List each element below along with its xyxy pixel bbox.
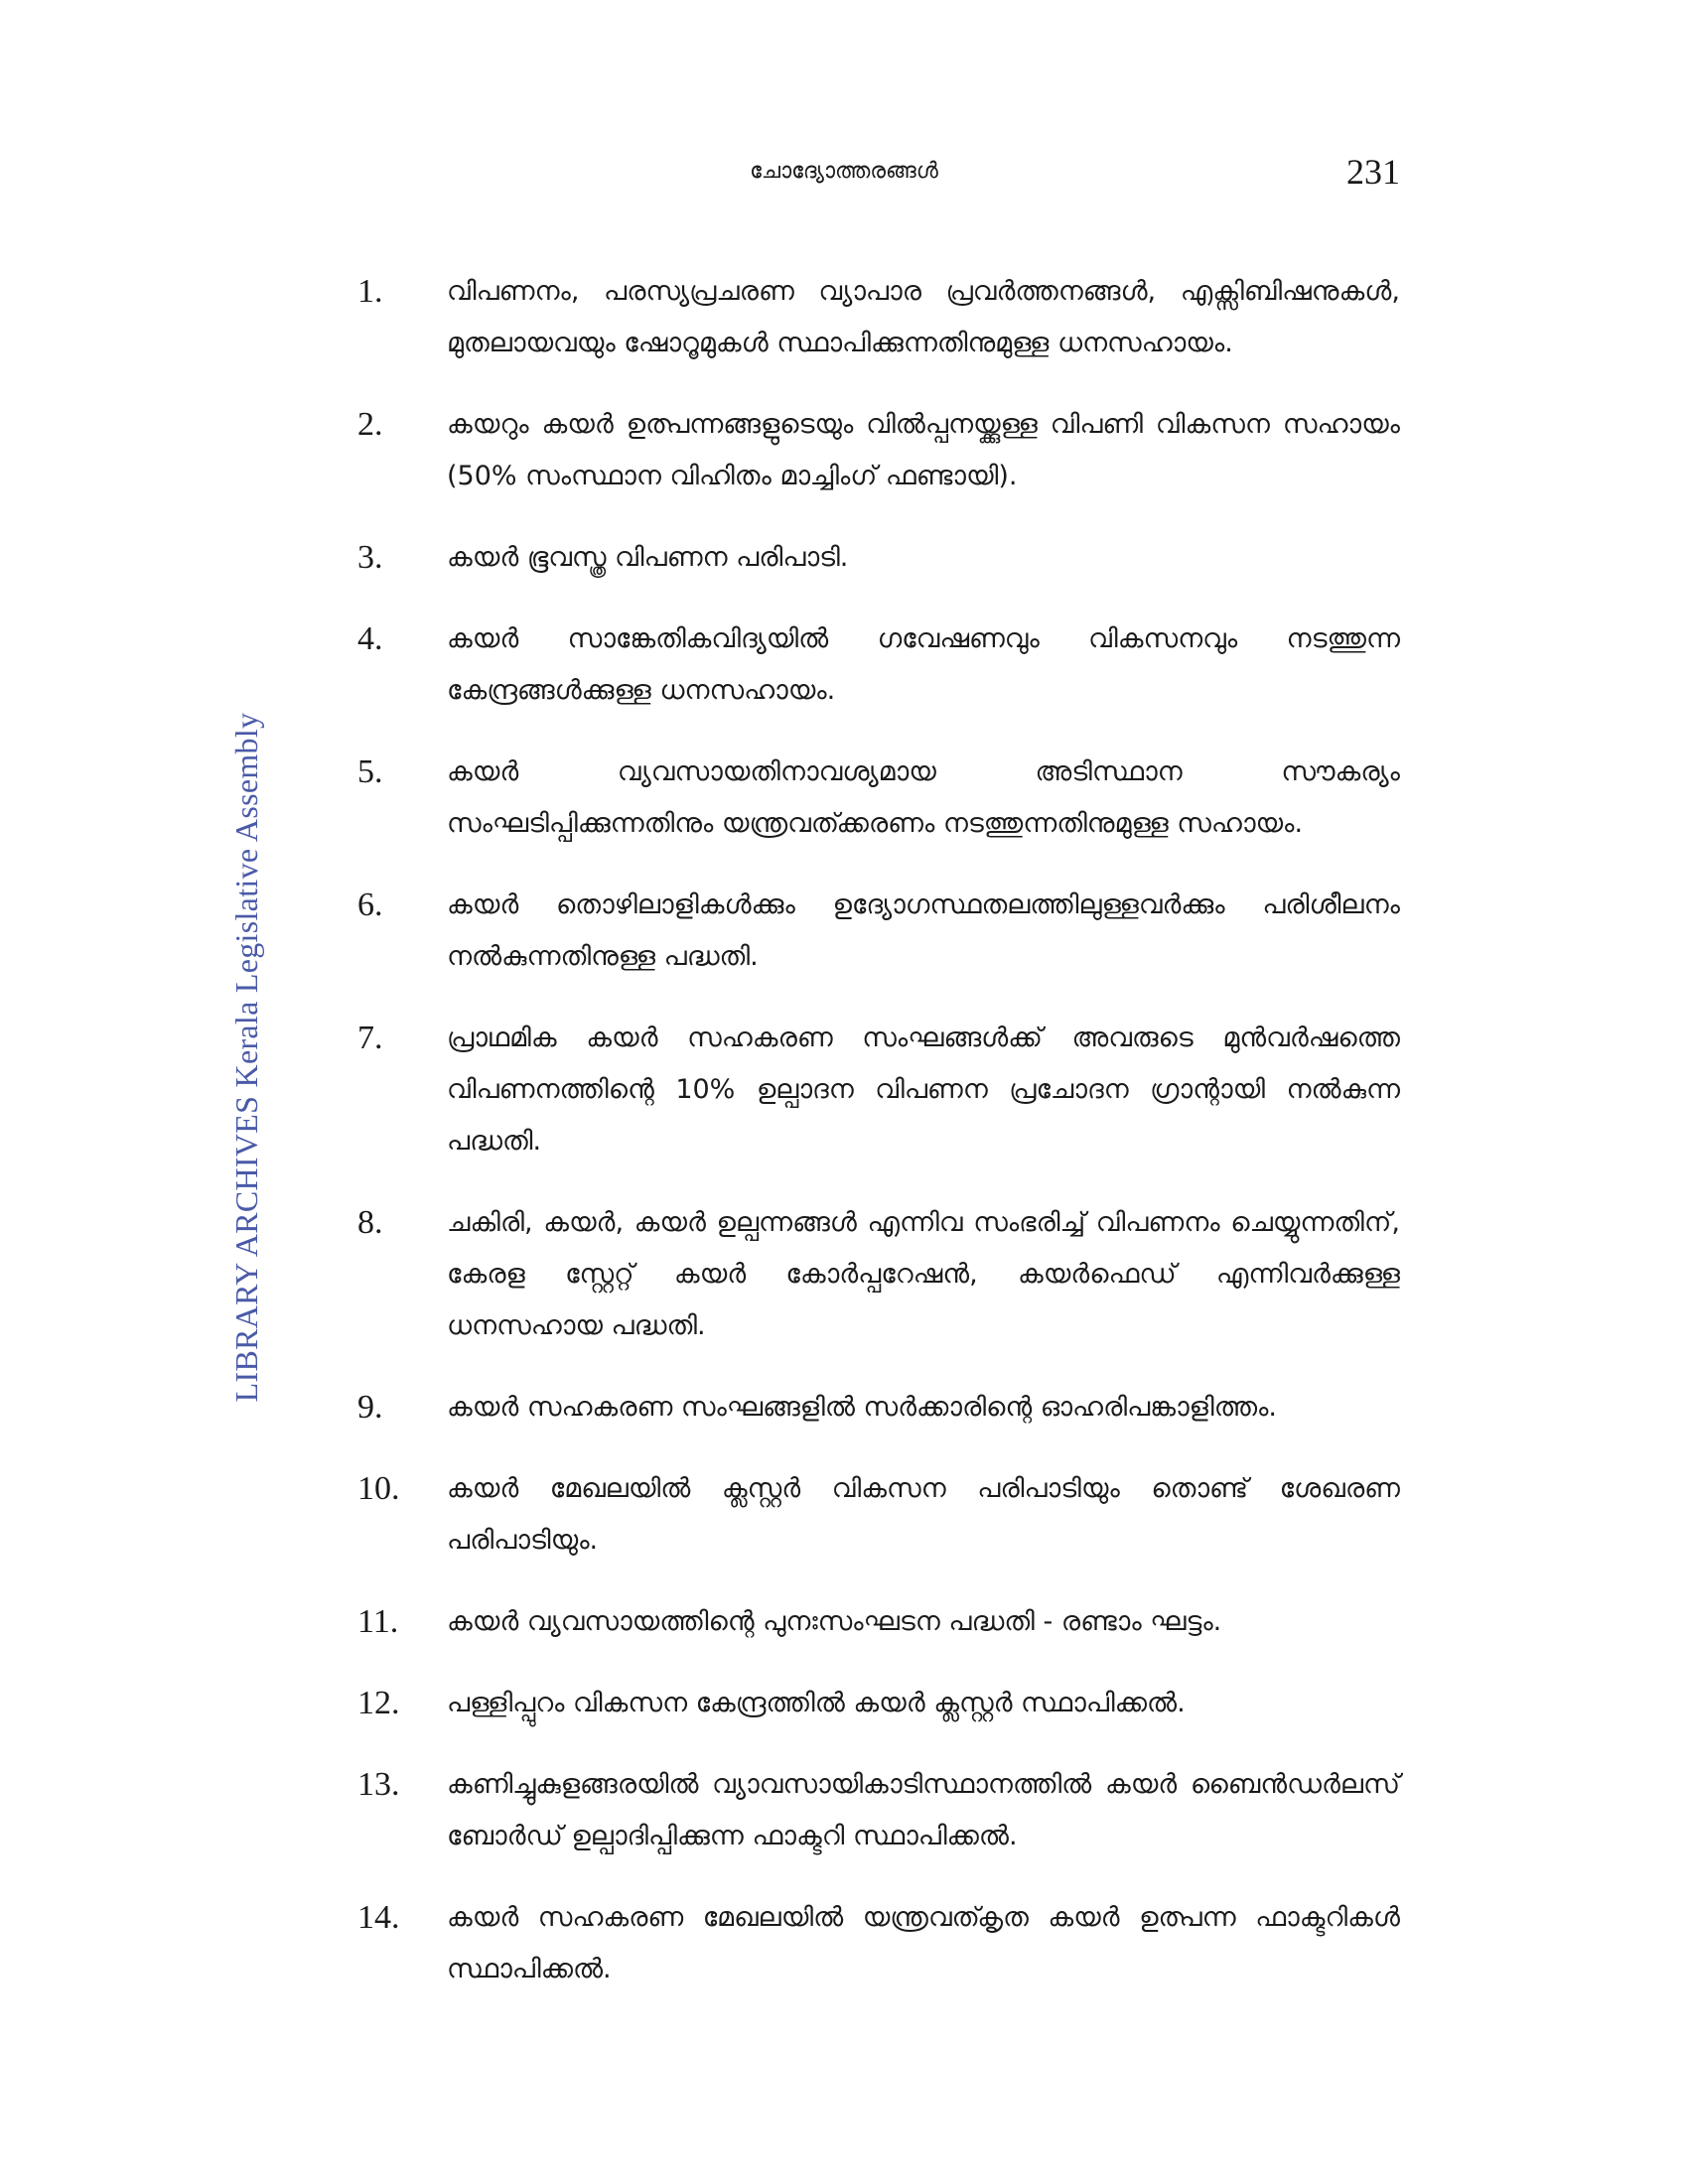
item-number: 5. [357, 753, 383, 790]
item-text: പ്രാഥമിക കയർ സഹകരണ സംഘങ്ങൾക്ക് അവരുടെ മുൻവർഷത്തെ വിപണനത്തിന്റെ 10% ഉല്പാദന വിപണന പ്രചോദന ഗ്രാന്റായി നൽകുന്ന പദ്ധതി. [447, 1023, 1400, 1157]
item-number: 1. [357, 273, 383, 310]
list-item [357, 1892, 1400, 1995]
item-number: 11. [357, 1603, 399, 1640]
list-item [357, 399, 1400, 502]
list-item [357, 266, 1400, 369]
item-number: 7. [357, 1020, 383, 1056]
archive-watermark: LIBRARY ARCHIVES Kerala Legislative Assembly [228, 712, 264, 1403]
item-number: 2. [357, 406, 383, 443]
item-text: കയർ സഹകരണ സംഘങ്ങളിൽ സർക്കാരിന്റെ ഓഹരിപങ്കാളിത്തം. [447, 1392, 1278, 1423]
item-text: കണിച്ചുകുളങ്ങരയിൽ വ്യാവസായികാടിസ്ഥാനത്തിൽ കയർ ബൈൻഡർലസ് ബോർഡ് ഉല്പാദിപ്പിക്കുന്ന ഫാക്ടറി സ്ഥാപിക്കൽ. [447, 1769, 1400, 1851]
item-text: കയർ വ്യവസായത്തിന്റെ പുനഃസംഘടന പദ്ധതി - രണ്ടാം ഘട്ടം. [447, 1606, 1222, 1637]
item-text: കയർ വ്യവസായതിനാവശ്യമായ അടിസ്ഥാന സൗകര്യം സംഘടിപ്പിക്കുന്നതിനും യന്ത്രവത്ക്കരണം നടത്തുന്നതിനുമുള്ള സഹായം. [447, 756, 1400, 839]
list-item [357, 747, 1400, 850]
list-item [357, 1197, 1400, 1352]
list-item [357, 1382, 1400, 1433]
list-item [357, 532, 1400, 584]
item-text: പള്ളിപ്പുറം വികസന കേന്ദ്രത്തിൽ കയർ ക്ലസ്റ്റർ സ്ഥാപിക്കൽ. [447, 1688, 1186, 1718]
item-number: 10. [357, 1470, 400, 1507]
item-number: 13. [357, 1766, 400, 1803]
running-title: ചോദ്യോത്തരങ്ങൾ [750, 159, 938, 184]
page-number: 231 [1346, 152, 1400, 192]
item-text: ചകിരി, കയർ, കയർ ഉല്പന്നങ്ങൾ എന്നിവ സംഭരിച്ച് വിപണനം ചെയ്യുന്നതിന്, കേരള സ്റ്റേറ്റ് കയർ കോർപ്പറേഷൻ, കയർഫെഡ് എന്നിവർക്കുള്ള ധനസഹായ പദ്ധതി. [447, 1207, 1400, 1341]
item-text: കയർ സാങ്കേതികവിദ്യയിൽ ഗവേഷണവും വികസനവും നടത്തുന്ന കേന്ദ്രങ്ങൾക്കുള്ള ധനസഹായം. [447, 623, 1400, 706]
item-text: കയർ സഹകരണ മേഖലയിൽ യന്ത്രവത്കൃത കയർ ഉത്പന്ന ഫാക്ടറികൾ സ്ഥാപിക്കൽ. [447, 1902, 1400, 1984]
item-number: 3. [357, 539, 383, 576]
item-text: കയർ ഭൂവസ്ത്ര വിപണന പരിപാടി. [447, 542, 849, 573]
numbered-list [357, 266, 1400, 2025]
item-number: 4. [357, 620, 383, 657]
list-item [357, 614, 1400, 717]
item-text: കയറും കയർ ഉത്പന്നങ്ങളുടെയും വിൽപ്പനയ്ക്കുള്ള വിപണി വികസന സഹായം (50% സംസ്ഥാന വിഹിതം മാച്ചിംഗ് ഫണ്ടായി). [447, 409, 1400, 491]
list-item [357, 1463, 1400, 1567]
item-number: 9. [357, 1389, 383, 1426]
item-text: വിപണനം, പരസ്യപ്രചരണ വ്യാപാര പ്രവർത്തനങ്ങൾ, എക്സിബിഷനുകൾ, മുതലായവയും ഷോറൂമുകൾ സ്ഥാപിക്കുന്നതിനുമുള്ള ധനസഹായം. [447, 276, 1400, 358]
item-text: കയർ തൊഴിലാളികൾക്കും ഉദ്യോഗസ്ഥതലത്തിലുള്ളവർക്കും പരിശീലനം നൽകുന്നതിനുള്ള പദ്ധതി. [447, 889, 1400, 972]
list-item [357, 1596, 1400, 1648]
item-number: 14. [357, 1899, 400, 1936]
item-text: കയർ മേഖലയിൽ ക്ലസ്റ്റർ വികസന പരിപാടിയും തൊണ്ട് ശേഖരണ പരിപാടിയും. [447, 1473, 1400, 1556]
item-number: 6. [357, 887, 383, 923]
list-item [357, 880, 1400, 983]
list-item [357, 1759, 1400, 1862]
list-item [357, 1013, 1400, 1167]
list-item [357, 1678, 1400, 1729]
item-number: 8. [357, 1204, 383, 1241]
item-number: 12. [357, 1685, 400, 1721]
